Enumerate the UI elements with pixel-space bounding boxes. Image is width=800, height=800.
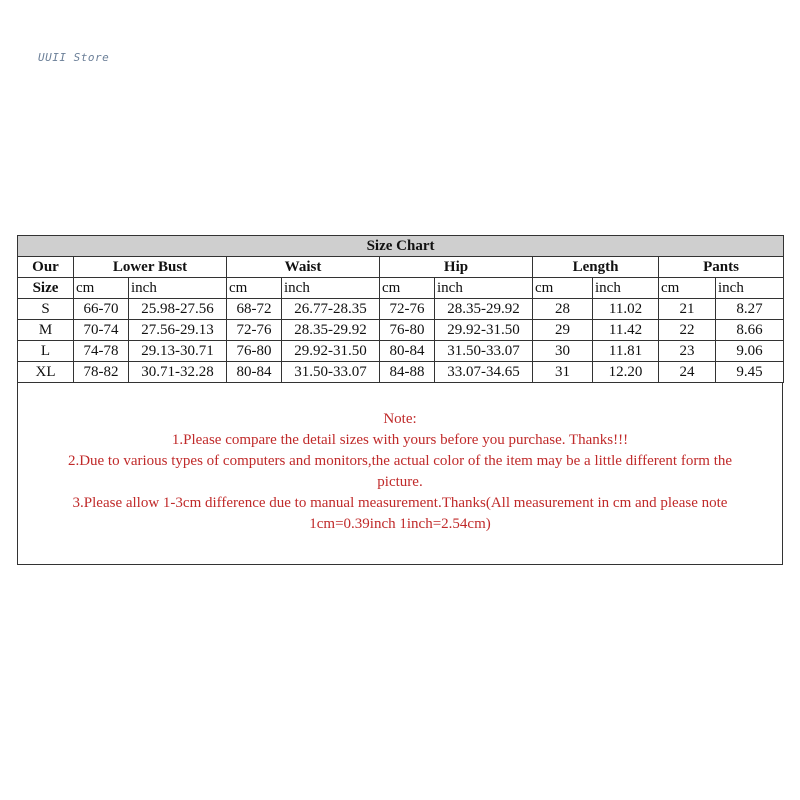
table-row [18, 362, 784, 383]
table-cell: 11.81 [593, 341, 659, 362]
note-box [17, 383, 783, 565]
size-label: Size [18, 278, 74, 299]
table-cell: 80-84 [380, 341, 435, 362]
unit-cm: cm [380, 278, 435, 299]
note-line-2-cont: picture. [377, 474, 423, 490]
title-row [18, 236, 784, 257]
unit-inch: inch [593, 278, 659, 299]
unit-cm: cm [74, 278, 129, 299]
group-header-row [18, 257, 784, 278]
table-cell: 72-76 [227, 320, 282, 341]
size-cell: M [18, 320, 74, 341]
table-cell: 76-80 [380, 320, 435, 341]
header-lower-bust: Lower Bust [74, 257, 227, 278]
table-row [18, 341, 784, 362]
note-line-1: 1.Please compare the detail sizes with yours before you purchase. Thanks!!! [171, 432, 629, 448]
unit-inch: inch [716, 278, 784, 299]
table-row [18, 299, 784, 320]
table-cell: 23 [659, 341, 716, 362]
note-line-3: 3.Please allow 1-3cm difference due to manual measurement.Thanks(All measurement in cm and please note [72, 495, 728, 511]
table-cell: 30.71-32.28 [129, 362, 227, 383]
table-cell: 29.92-31.50 [435, 320, 533, 341]
table-cell: 70-74 [74, 320, 129, 341]
unit-row [18, 278, 784, 299]
unit-inch: inch [129, 278, 227, 299]
size-chart-table [17, 235, 784, 383]
table-cell: 25.98-27.56 [129, 299, 227, 320]
table-cell: 33.07-34.65 [435, 362, 533, 383]
table-cell: 24 [659, 362, 716, 383]
unit-cm: cm [533, 278, 593, 299]
table-cell: 84-88 [380, 362, 435, 383]
table-cell: 29.92-31.50 [282, 341, 380, 362]
table-cell: 28.35-29.92 [282, 320, 380, 341]
note-line-3-cont: 1cm=0.39inch 1inch=2.54cm) [309, 516, 491, 532]
table-cell: 68-72 [227, 299, 282, 320]
table-cell: 31.50-33.07 [435, 341, 533, 362]
table-cell: 8.66 [716, 320, 784, 341]
table-cell: 26.77-28.35 [282, 299, 380, 320]
header-length: Length [533, 257, 659, 278]
unit-cm: cm [659, 278, 716, 299]
table-cell: 76-80 [227, 341, 282, 362]
header-hip: Hip [380, 257, 533, 278]
table-cell: 74-78 [74, 341, 129, 362]
table-cell: 28.35-29.92 [435, 299, 533, 320]
header-waist: Waist [227, 257, 380, 278]
size-cell: S [18, 299, 74, 320]
table-cell: 30 [533, 341, 593, 362]
table-cell: 28 [533, 299, 593, 320]
unit-cm: cm [227, 278, 282, 299]
table-cell: 29.13-30.71 [129, 341, 227, 362]
note-heading: Note: [383, 411, 417, 427]
table-cell: 31 [533, 362, 593, 383]
table-cell: 22 [659, 320, 716, 341]
table-cell: 29 [533, 320, 593, 341]
table-cell: 80-84 [227, 362, 282, 383]
table-cell: 27.56-29.13 [129, 320, 227, 341]
table-cell: 9.06 [716, 341, 784, 362]
unit-inch: inch [282, 278, 380, 299]
table-cell: 31.50-33.07 [282, 362, 380, 383]
table-cell: 21 [659, 299, 716, 320]
table-cell: 72-76 [380, 299, 435, 320]
note-line-2: 2.Due to various types of computers and monitors,the actual color of the item may be a little different form the [67, 453, 733, 469]
table-cell: 11.42 [593, 320, 659, 341]
unit-inch: inch [435, 278, 533, 299]
table-cell: 9.45 [716, 362, 784, 383]
size-cell: XL [18, 362, 74, 383]
table-cell: 11.02 [593, 299, 659, 320]
table-cell: 78-82 [74, 362, 129, 383]
table-row [18, 320, 784, 341]
our-label: Our [18, 257, 74, 278]
size-cell: L [18, 341, 74, 362]
chart-title: Size Chart [18, 236, 784, 257]
size-chart [17, 235, 783, 565]
store-watermark: UUII Store [38, 51, 110, 64]
table-cell: 8.27 [716, 299, 784, 320]
header-pants: Pants [659, 257, 784, 278]
table-cell: 12.20 [593, 362, 659, 383]
table-cell: 66-70 [74, 299, 129, 320]
